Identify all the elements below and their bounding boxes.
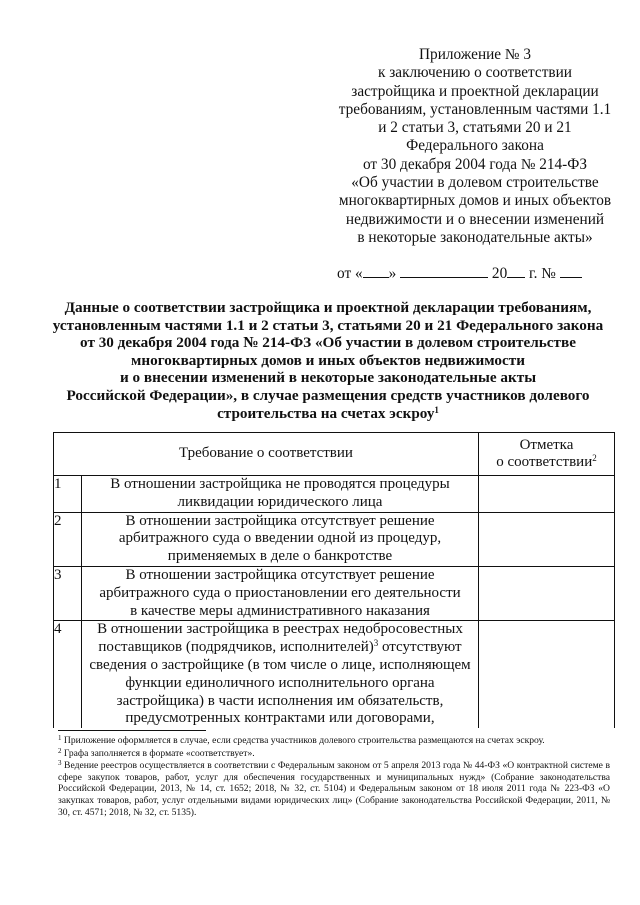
date-prefix: от «	[337, 265, 363, 282]
row-text-line: застройщика) в части исполнения им обязательств,	[116, 692, 444, 709]
table-row	[54, 621, 615, 728]
row-requirement	[82, 566, 479, 620]
row-text-line: В отношении застройщика не проводятся процедуры	[110, 476, 450, 492]
footnote-divider	[58, 730, 206, 731]
row-number: 3	[54, 566, 82, 620]
heading-line: многоквартирных домов и иных объектов недвижимости	[131, 351, 525, 369]
appendix-line: застройщика и проектной декларации	[351, 82, 599, 100]
month-blank	[400, 265, 488, 278]
number-label: г. №	[529, 265, 556, 282]
year-blank	[507, 265, 525, 278]
heading-line: Российской Федерации», в случае размещения средств участников долевого	[66, 386, 590, 404]
row-mark-cell[interactable]	[479, 512, 615, 566]
row-text-line: арбитражного суда о приостановлении его деятельности	[99, 584, 461, 601]
footnote-ref: 3	[373, 638, 379, 649]
footnote	[58, 760, 610, 818]
row-text-line: функции единоличного исполнительного органа	[125, 674, 435, 691]
row-mark-cell[interactable]	[479, 621, 615, 728]
year-prefix: 20	[491, 265, 508, 282]
heading-line-last	[52, 405, 604, 423]
row-text-line: арбитражного суда о введении одной из процедур,	[118, 530, 442, 547]
footnote-ref: 1	[434, 404, 439, 415]
appendix-header	[332, 46, 618, 247]
footnote-marker: 2	[58, 746, 62, 755]
footnote-ref: 2	[592, 453, 597, 463]
row-number: 4	[54, 621, 82, 728]
table-row	[54, 476, 615, 513]
row-requirement	[82, 476, 479, 513]
header-mark	[479, 433, 615, 476]
appendix-line: в некоторые законодательные акты»	[357, 228, 593, 246]
row-text-line: поставщиков (подрядчиков, исполнителей)	[98, 639, 374, 656]
footnotes	[58, 735, 610, 819]
requirements-table	[53, 432, 615, 728]
heading-line: и о внесении изменений в некоторые законодательные акты	[119, 369, 537, 387]
appendix-line: Приложение № 3	[419, 46, 531, 63]
row-number: 1	[54, 476, 82, 513]
footnote-text: Графа заполняется в формате «соответствует».	[63, 747, 255, 759]
row-text-line: предусмотренных контрактами или договорами,	[125, 710, 435, 727]
row-text-line: В отношении застройщика отсутствует решение	[125, 512, 435, 529]
header-mark-line2: о соответствии	[496, 454, 593, 470]
row-text-line: сведения о застройщике (в том числе о лице, исполняющем	[89, 656, 471, 673]
day-blank	[363, 265, 389, 278]
row-number: 2	[54, 512, 82, 566]
footnote-text: Приложение оформляется в случае, если средства участников долевого строительства размещаются на счетах эскроу.	[63, 735, 545, 746]
date-quote-close: »	[388, 265, 397, 282]
row-text-line: в качестве меры административного наказания	[130, 602, 430, 619]
row-text-line: В отношении застройщика в реестрах недобросовестных	[97, 621, 463, 638]
heading-line-text: строительства на счетах эскроу	[217, 404, 435, 422]
table-header-row	[54, 433, 615, 476]
heading-line: установленным частями 1.1 и 2 статьи 3, статьями 20 и 21 Федерального закона	[52, 316, 604, 334]
footnote	[58, 735, 610, 747]
row-text-line: ликвидации юридического лица	[177, 493, 383, 510]
document-heading	[52, 299, 604, 422]
appendix-line: многоквартирных домов и иных объектов	[338, 192, 612, 210]
header-mark-line1: Отметка	[519, 437, 574, 453]
footnote-text: Ведение реестров осуществляется в соответствии с Федеральным законом от 5 апреля 2013 года № 44-ФЗ «О контрактной системе в сфере закупок товаров, работ, услуг для обеспечения государственных и муниципальных нужд» (Собрание законодательства Российской Федерации, 2013, № 14, ст. 1652; 2018, № 32, ст. 5104) и Федеральным законом от 18 июля 2011 года № 223-ФЗ «О закупках товаров, работ, услуг отдельными видами юридических лиц» (Собрание законодательства Российской Федерации, 2011, № 30, ст. 4571; 2018, № 32, ст. 5135).	[58, 760, 611, 818]
appendix-line: к заключению о соответствии	[377, 64, 572, 82]
row-mark-cell[interactable]	[479, 566, 615, 620]
row-text-line: В отношении застройщика отсутствует решение	[125, 566, 435, 583]
footnote-marker: 1	[58, 734, 62, 742]
appendix-line: недвижимости и о внесении изменений	[345, 210, 605, 228]
appendix-line: Федерального закона	[406, 137, 544, 155]
row-text-line: отсутствуют	[378, 639, 462, 656]
appendix-line: от 30 декабря 2004 года № 214-ФЗ	[362, 155, 588, 173]
table-row	[54, 512, 615, 566]
appendix-line: «Об участии в долевом строительстве	[351, 174, 599, 192]
heading-line: Данные о соответствии застройщика и проектной декларации требованиям,	[64, 299, 592, 316]
date-number-line	[337, 265, 617, 283]
appendix-line: и 2 статьи 3, статьями 20 и 21	[378, 119, 572, 137]
footnote	[58, 748, 610, 760]
header-requirement: Требование о соответствии	[54, 433, 479, 476]
heading-line: от 30 декабря 2004 года № 214-ФЗ «Об участии в долевом строительстве	[80, 334, 576, 352]
appendix-line: требованиям, установленным частями 1.1	[338, 100, 612, 118]
table-row	[54, 566, 615, 620]
number-blank	[560, 265, 582, 278]
footnote-marker: 3	[58, 759, 62, 768]
row-mark-cell[interactable]	[479, 476, 615, 513]
row-requirement	[82, 621, 479, 728]
row-requirement	[82, 512, 479, 566]
row-text-line: применяемых в деле о банкротстве	[167, 548, 393, 565]
